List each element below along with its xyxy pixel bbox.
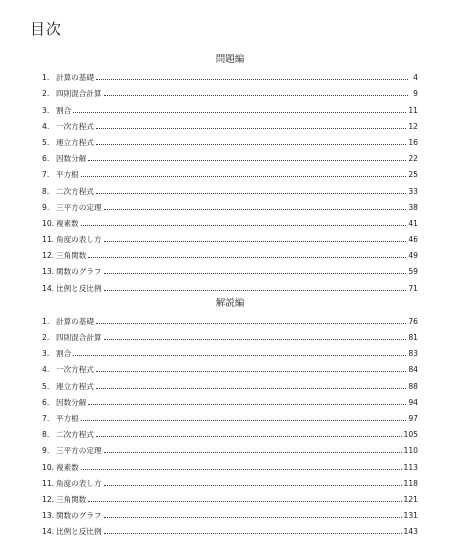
entry-number: 6. bbox=[42, 154, 50, 164]
entry-number: 10. bbox=[42, 462, 55, 472]
toc-entry[interactable] bbox=[42, 326, 418, 342]
entry-title: 連立方程式 bbox=[56, 137, 94, 147]
entry-number: 4. bbox=[42, 365, 50, 375]
toc-entry[interactable] bbox=[42, 260, 418, 276]
toc-entry[interactable] bbox=[42, 276, 418, 292]
toc-entry[interactable] bbox=[42, 520, 418, 536]
entry-number: 2. bbox=[42, 89, 50, 99]
toc-entry[interactable] bbox=[42, 423, 418, 439]
entry-title: 複素数 bbox=[56, 462, 79, 472]
entry-number: 8. bbox=[42, 430, 50, 440]
entry-number: 12. bbox=[42, 251, 55, 261]
dot-leader bbox=[104, 95, 408, 96]
toc-list-problems bbox=[42, 66, 418, 293]
dot-leader bbox=[96, 79, 408, 80]
toc-entry[interactable] bbox=[42, 504, 418, 520]
toc-entry[interactable] bbox=[42, 342, 418, 358]
dot-leader bbox=[104, 533, 402, 534]
entry-title: 三平方の定理 bbox=[56, 446, 102, 456]
dot-leader bbox=[104, 485, 402, 486]
entry-number: 7. bbox=[42, 170, 50, 180]
entry-title: 関数のグラフ bbox=[56, 511, 102, 521]
entry-title: 二次方程式 bbox=[56, 186, 94, 196]
toc-entry[interactable] bbox=[42, 358, 418, 374]
entry-title: 比例と反比例 bbox=[56, 283, 102, 293]
entry-title: 二次方程式 bbox=[56, 430, 94, 440]
dot-leader bbox=[96, 193, 406, 194]
entry-number: 9. bbox=[42, 202, 50, 212]
entry-number: 1. bbox=[42, 316, 50, 326]
entry-page-number: 49 bbox=[408, 251, 418, 261]
entry-title: 角度の表し方 bbox=[56, 235, 102, 245]
toc-entry[interactable] bbox=[42, 196, 418, 212]
dot-leader bbox=[96, 371, 406, 372]
entry-title: 連立方程式 bbox=[56, 381, 94, 391]
toc-entry[interactable] bbox=[42, 212, 418, 228]
toc-entry[interactable] bbox=[42, 439, 418, 455]
dot-leader bbox=[104, 339, 407, 340]
entry-number: 13. bbox=[42, 267, 55, 277]
toc-entry[interactable] bbox=[42, 455, 418, 471]
dot-leader bbox=[81, 225, 407, 226]
entry-page-number: 118 bbox=[403, 478, 418, 488]
toc-entry[interactable] bbox=[42, 147, 418, 163]
entry-page-number: 113 bbox=[403, 462, 418, 472]
toc-entry[interactable] bbox=[42, 374, 418, 390]
toc-entry[interactable] bbox=[42, 244, 418, 260]
entry-title: 角度の表し方 bbox=[56, 478, 102, 488]
entry-title: 三平方の定理 bbox=[56, 202, 102, 212]
dot-leader bbox=[73, 112, 406, 113]
toc-entry[interactable] bbox=[42, 310, 418, 326]
entry-page-number: 4 bbox=[413, 73, 418, 83]
entry-page-number: 76 bbox=[408, 316, 418, 326]
entry-title: 複素数 bbox=[56, 218, 79, 228]
entry-number: 5. bbox=[42, 381, 50, 391]
entry-page-number: 97 bbox=[408, 413, 418, 423]
entry-title: 四則混合計算 bbox=[56, 333, 102, 342]
entry-title: 比例と反比例 bbox=[56, 527, 102, 537]
entry-page-number: 121 bbox=[403, 494, 418, 504]
dot-leader bbox=[104, 517, 402, 518]
entry-number: 1. bbox=[42, 73, 50, 83]
entry-number: 10. bbox=[42, 218, 55, 228]
toc-entry[interactable] bbox=[42, 66, 418, 82]
dot-leader bbox=[104, 273, 407, 274]
section-title-explanations: 解説編 bbox=[215, 297, 245, 309]
toc-entry[interactable] bbox=[42, 131, 418, 147]
toc-entry[interactable] bbox=[42, 115, 418, 131]
entry-page-number: 25 bbox=[408, 170, 418, 180]
dot-leader bbox=[73, 355, 406, 356]
entry-title: 平方根 bbox=[56, 413, 79, 423]
entry-number: 14. bbox=[42, 283, 55, 293]
entry-page-number: 81 bbox=[408, 333, 418, 342]
dot-leader bbox=[104, 452, 402, 453]
entry-number: 6. bbox=[42, 397, 50, 407]
entry-page-number: 143 bbox=[403, 527, 418, 537]
entry-number: 11. bbox=[42, 478, 55, 488]
dot-leader bbox=[81, 176, 407, 177]
entry-page-number: 33 bbox=[408, 186, 418, 196]
entry-title: 割合 bbox=[56, 349, 72, 359]
toc-entry[interactable] bbox=[42, 98, 418, 114]
entry-number: 8. bbox=[42, 186, 50, 196]
dot-leader bbox=[81, 469, 402, 470]
entry-title: 平方根 bbox=[56, 170, 79, 180]
dot-leader bbox=[81, 420, 407, 421]
entry-title: 四則混合計算 bbox=[56, 89, 102, 99]
entry-page-number: 41 bbox=[408, 218, 418, 228]
entry-page-number: 38 bbox=[408, 202, 418, 212]
toc-list-explanations bbox=[42, 310, 418, 537]
toc-entry[interactable] bbox=[42, 163, 418, 179]
entry-page-number: 59 bbox=[408, 267, 418, 277]
entry-number: 5. bbox=[42, 137, 50, 147]
entry-page-number: 88 bbox=[408, 381, 418, 391]
dot-leader bbox=[104, 241, 407, 242]
entry-page-number: 12 bbox=[408, 121, 418, 131]
entry-page-number: 110 bbox=[403, 446, 418, 456]
dot-leader bbox=[88, 404, 406, 405]
dot-leader bbox=[104, 290, 407, 291]
entry-title: 因数分解 bbox=[56, 397, 87, 407]
dot-leader bbox=[96, 323, 406, 324]
entry-page-number: 9 bbox=[413, 89, 418, 99]
toc-entry[interactable] bbox=[42, 472, 418, 488]
entry-page-number: 94 bbox=[408, 397, 418, 407]
entry-title: 計算の基礎 bbox=[56, 73, 94, 83]
dot-leader bbox=[88, 257, 406, 258]
entry-title: 三角関数 bbox=[56, 494, 87, 504]
toc-entry[interactable] bbox=[42, 407, 418, 423]
entry-page-number: 105 bbox=[403, 430, 418, 440]
dot-leader bbox=[96, 388, 406, 389]
entry-page-number: 83 bbox=[408, 349, 418, 359]
entry-title: 一次方程式 bbox=[56, 365, 94, 375]
entry-number: 4. bbox=[42, 121, 50, 131]
entry-number: 3. bbox=[42, 105, 50, 115]
toc-entry[interactable] bbox=[42, 179, 418, 195]
dot-leader bbox=[96, 144, 406, 145]
entry-number: 12. bbox=[42, 494, 55, 504]
entry-page-number: 16 bbox=[408, 137, 418, 147]
entry-number: 13. bbox=[42, 511, 55, 521]
entry-number: 11. bbox=[42, 235, 55, 245]
entry-title: 割合 bbox=[56, 105, 72, 115]
dot-leader bbox=[96, 436, 402, 437]
entry-title: 因数分解 bbox=[56, 154, 87, 164]
entry-title: 一次方程式 bbox=[56, 121, 94, 131]
dot-leader bbox=[88, 160, 406, 161]
entry-page-number: 11 bbox=[408, 105, 418, 115]
entry-number: 3. bbox=[42, 349, 50, 359]
dot-leader bbox=[96, 128, 406, 129]
entry-number: 9. bbox=[42, 446, 50, 456]
entry-title: 関数のグラフ bbox=[56, 267, 102, 277]
toc-entry[interactable] bbox=[42, 391, 418, 407]
entry-page-number: 131 bbox=[403, 511, 418, 521]
page-title: 目次 bbox=[30, 20, 63, 38]
toc-entry[interactable] bbox=[42, 228, 418, 244]
entry-page-number: 71 bbox=[408, 283, 418, 293]
dot-leader bbox=[104, 209, 407, 210]
entry-title: 計算の基礎 bbox=[56, 316, 94, 326]
entry-number: 2. bbox=[42, 333, 50, 342]
entry-page-number: 84 bbox=[408, 365, 418, 375]
toc-entry[interactable] bbox=[42, 82, 418, 98]
toc-entry[interactable] bbox=[42, 488, 418, 504]
entry-page-number: 22 bbox=[408, 154, 418, 164]
entry-number: 14. bbox=[42, 527, 55, 537]
section-title-problems: 問題編 bbox=[215, 54, 245, 65]
entry-page-number: 46 bbox=[408, 235, 418, 245]
entry-title: 三角関数 bbox=[56, 251, 87, 261]
dot-leader bbox=[88, 501, 401, 502]
entry-number: 7. bbox=[42, 413, 50, 423]
